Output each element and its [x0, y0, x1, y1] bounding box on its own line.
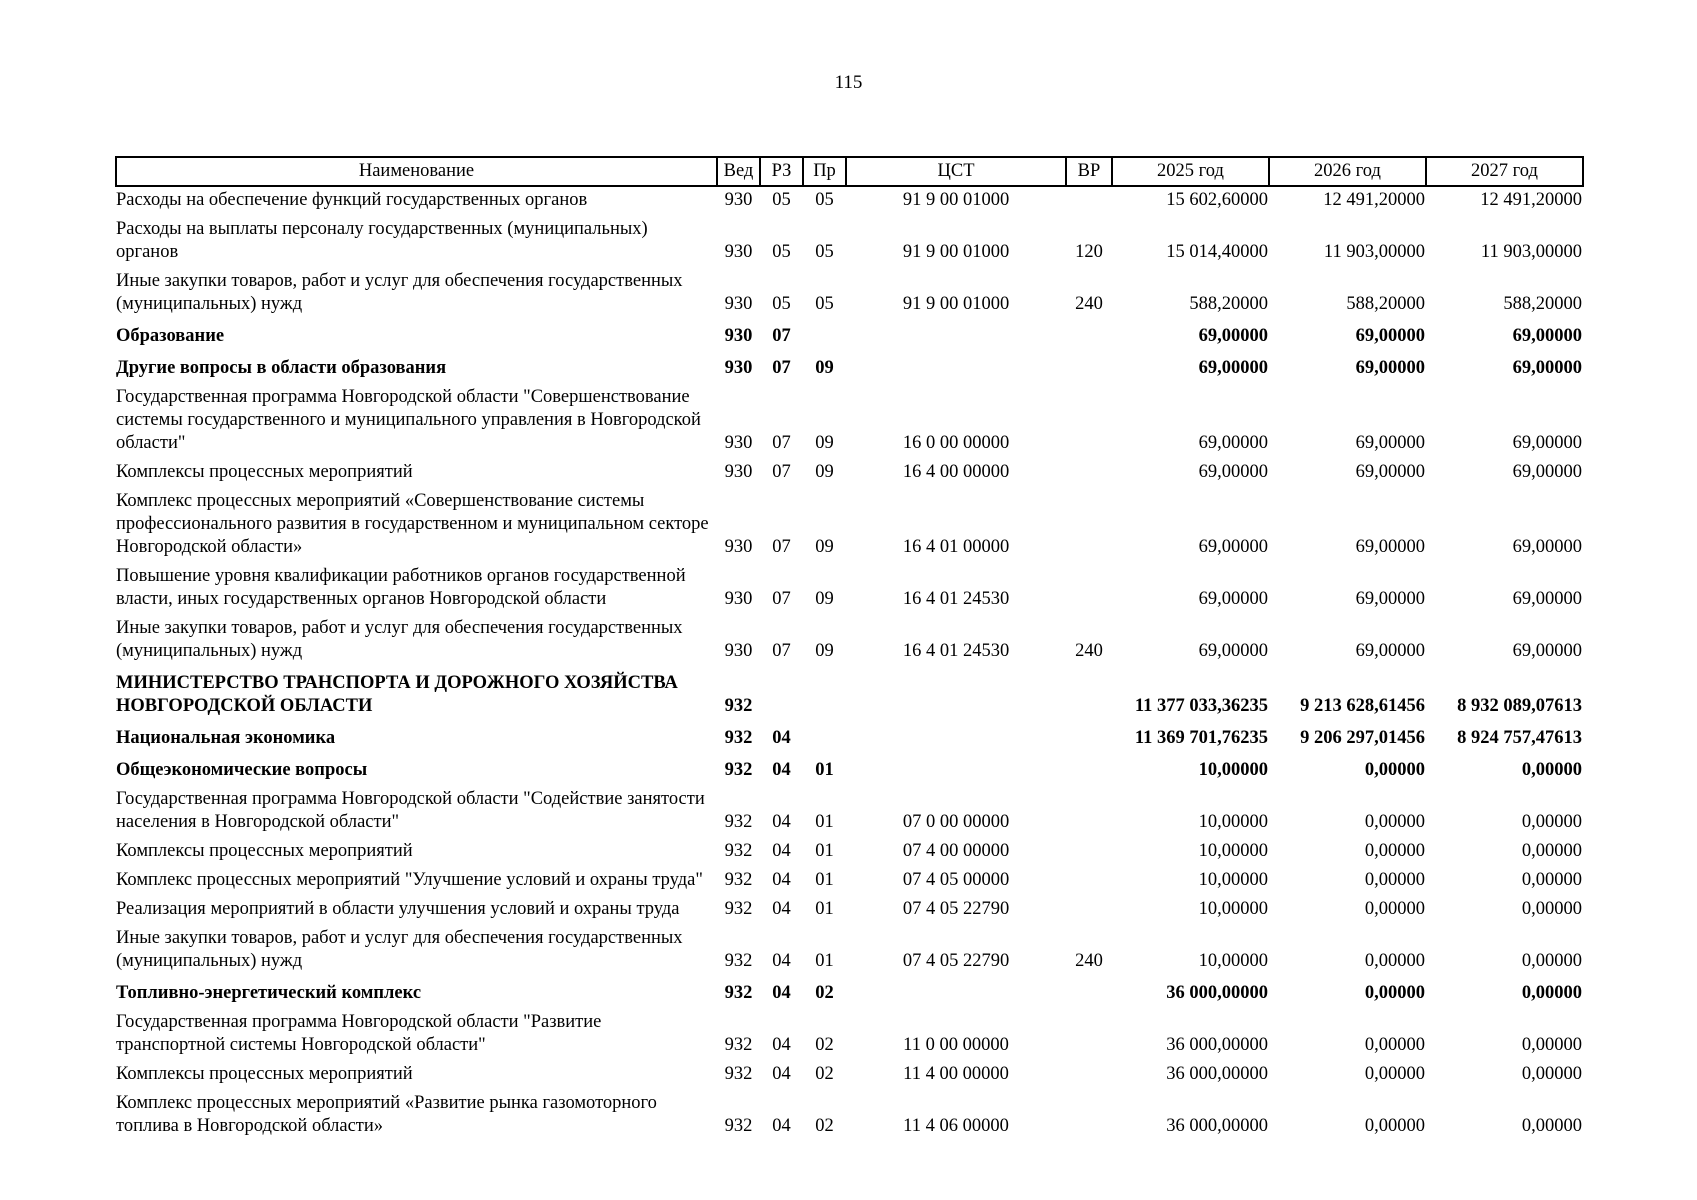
cell-cst — [846, 754, 1066, 786]
cell-name: Национальная экономика — [116, 728, 336, 748]
cell-2027: 69,00000 — [1512, 358, 1582, 378]
cell-vr — [1066, 896, 1112, 925]
cell-rz: 04 — [772, 728, 791, 748]
cell-2026: 0,00000 — [1364, 1116, 1425, 1136]
cell-pr: 02 — [815, 983, 834, 1003]
cell-name: Комплексы процессных мероприятий — [116, 462, 413, 482]
cell-rz: 07 — [772, 641, 791, 661]
cell-name: Государственная программа Новгородской области "Совершенствование системы государственного и муниципального управления в Новгородской области" — [116, 387, 701, 453]
cell-rz: 04 — [772, 951, 791, 971]
cell-2025: 10,00000 — [1198, 899, 1268, 919]
cell-ved: 932 — [724, 1064, 753, 1084]
cell-name: Комплекс процессных мероприятий «Развитие рынка газомоторного топлива в Новгородской области» — [116, 1093, 657, 1136]
cell-rz: 07 — [772, 433, 791, 453]
cell-ved: 930 — [724, 589, 753, 609]
cell-name: Иные закупки товаров, работ и услуг для обеспечения государственных (муниципальных) нужд — [116, 271, 683, 314]
cell-ved: 930 — [724, 242, 753, 262]
header-2026: 2026 год — [1269, 157, 1426, 186]
cell-pr: 09 — [815, 641, 834, 661]
cell-pr: 02 — [815, 1064, 834, 1084]
cell-2025: 36 000,00000 — [1166, 1035, 1268, 1055]
header-vr: ВР — [1066, 157, 1112, 186]
cell-rz: 05 — [772, 242, 791, 262]
cell-2027: 0,00000 — [1521, 870, 1582, 890]
cell-cst: 11 4 00 00000 — [903, 1064, 1009, 1084]
cell-cst: 91 9 00 01000 — [902, 242, 1010, 262]
cell-vr — [1066, 838, 1112, 867]
cell-2026: 69,00000 — [1355, 537, 1425, 557]
cell-pr: 02 — [815, 1116, 834, 1136]
cell-cst — [846, 722, 1066, 754]
table-row — [116, 320, 1583, 352]
cell-ved: 930 — [724, 537, 753, 557]
cell-name: Образование — [116, 326, 225, 346]
cell-rz: 04 — [772, 1064, 791, 1084]
cell-2027: 0,00000 — [1521, 951, 1582, 971]
cell-2027: 0,00000 — [1521, 841, 1582, 861]
table-row — [116, 977, 1583, 1009]
cell-2026: 0,00000 — [1364, 1064, 1425, 1084]
cell-rz: 07 — [772, 537, 791, 557]
cell-cst: 07 0 00 00000 — [902, 812, 1010, 832]
cell-cst: 16 4 01 00000 — [902, 537, 1010, 557]
cell-vr — [1066, 488, 1112, 563]
cell-2025: 69,00000 — [1198, 589, 1268, 609]
cell-2026: 0,00000 — [1364, 983, 1425, 1003]
cell-2027: 11 903,00000 — [1480, 242, 1582, 262]
header-pr: Пр — [803, 157, 846, 186]
cell-2025: 36 000,00000 — [1166, 983, 1268, 1003]
cell-pr: 09 — [815, 462, 834, 482]
cell-2027: 69,00000 — [1512, 537, 1582, 557]
cell-rz: 05 — [772, 190, 791, 210]
cell-ved: 932 — [724, 1035, 753, 1055]
cell-pr: 01 — [815, 812, 834, 832]
cell-2026: 0,00000 — [1364, 812, 1425, 832]
cell-2026: 69,00000 — [1355, 326, 1425, 346]
cell-name: Топливно-энергетический комплекс — [116, 983, 422, 1003]
header-ved: Вед — [717, 157, 760, 186]
cell-ved: 932 — [724, 760, 753, 780]
cell-vr — [1066, 563, 1112, 615]
cell-2026: 9 213 628,61456 — [1300, 696, 1425, 716]
cell-2025: 69,00000 — [1198, 462, 1268, 482]
cell-vr: 240 — [1075, 641, 1103, 661]
cell-2026: 0,00000 — [1364, 1035, 1425, 1055]
table-row — [116, 722, 1583, 754]
cell-name: Комплексы процессных мероприятий — [116, 1064, 413, 1084]
cell-2027: 8 932 089,07613 — [1457, 696, 1582, 716]
cell-name: Комплекс процессных мероприятий "Улучшение условий и охраны труда" — [116, 870, 703, 890]
cell-2026: 0,00000 — [1364, 899, 1425, 919]
cell-pr: 01 — [815, 951, 834, 971]
cell-2026: 69,00000 — [1355, 589, 1425, 609]
cell-2026: 0,00000 — [1364, 841, 1425, 861]
cell-cst: 16 0 00 00000 — [902, 433, 1010, 453]
table-row — [116, 563, 1583, 615]
cell-2027: 0,00000 — [1521, 1035, 1582, 1055]
cell-cst: 07 4 05 22790 — [902, 899, 1010, 919]
cell-cst — [846, 320, 1066, 352]
cell-2025: 10,00000 — [1198, 760, 1268, 780]
cell-pr: 05 — [815, 242, 834, 262]
cell-name: Государственная программа Новгородской области "Развитие транспортной системы Новгородской области" — [116, 1012, 602, 1055]
header-name: Наименование — [116, 157, 717, 186]
cell-name: Расходы на выплаты персоналу государственных (муниципальных) органов — [116, 219, 648, 262]
cell-2027: 0,00000 — [1521, 760, 1582, 780]
table-row — [116, 667, 1583, 722]
table-row — [116, 186, 1583, 216]
cell-name: Комплексы процессных мероприятий — [116, 841, 413, 861]
cell-ved: 932 — [724, 983, 753, 1003]
cell-ved: 932 — [724, 1116, 753, 1136]
cell-2027: 588,20000 — [1503, 294, 1582, 314]
cell-2027: 8 924 757,47613 — [1457, 728, 1582, 748]
cell-2025: 36 000,00000 — [1166, 1116, 1268, 1136]
cell-name: Общеэкономические вопросы — [116, 760, 368, 780]
cell-2025: 69,00000 — [1198, 358, 1268, 378]
cell-2027: 69,00000 — [1512, 433, 1582, 453]
cell-2027: 0,00000 — [1521, 1064, 1582, 1084]
table-row — [116, 216, 1583, 268]
cell-pr: 09 — [815, 358, 834, 378]
cell-ved: 930 — [724, 190, 753, 210]
cell-cst: 16 4 00 00000 — [902, 462, 1010, 482]
cell-2026: 69,00000 — [1355, 433, 1425, 453]
cell-ved: 932 — [724, 870, 753, 890]
cell-2025: 15 602,60000 — [1166, 190, 1268, 210]
cell-2026: 69,00000 — [1355, 358, 1425, 378]
cell-cst: 07 4 05 00000 — [902, 870, 1010, 890]
cell-ved: 932 — [724, 951, 753, 971]
cell-name: МИНИСТЕРСТВО ТРАНСПОРТА И ДОРОЖНОГО ХОЗЯЙСТВА НОВГОРОДСКОЙ ОБЛАСТИ — [116, 673, 678, 716]
cell-ved: 930 — [724, 294, 753, 314]
cell-ved: 930 — [724, 433, 753, 453]
cell-rz: 04 — [772, 812, 791, 832]
cell-2027: 69,00000 — [1512, 326, 1582, 346]
page-number: 115 — [834, 72, 863, 93]
cell-2025: 15 014,40000 — [1166, 242, 1268, 262]
cell-cst: 91 9 00 01000 — [902, 294, 1010, 314]
cell-rz: 04 — [772, 870, 791, 890]
cell-rz: 07 — [772, 326, 791, 346]
cell-vr — [1066, 459, 1112, 488]
cell-rz: 04 — [772, 1116, 791, 1136]
cell-2027: 0,00000 — [1521, 899, 1582, 919]
cell-vr — [1066, 754, 1112, 786]
table-row — [116, 1061, 1583, 1090]
cell-2025: 588,20000 — [1189, 294, 1268, 314]
cell-name: Расходы на обеспечение функций государственных органов — [116, 190, 588, 210]
cell-ved: 930 — [724, 358, 753, 378]
cell-ved: 930 — [724, 462, 753, 482]
cell-2026: 9 206 297,01456 — [1300, 728, 1425, 748]
cell-2025: 69,00000 — [1198, 326, 1268, 346]
table-row — [116, 786, 1583, 838]
cell-2026: 588,20000 — [1346, 294, 1425, 314]
cell-2027: 0,00000 — [1521, 1116, 1582, 1136]
cell-vr — [1066, 786, 1112, 838]
cell-vr: 240 — [1075, 951, 1103, 971]
cell-vr — [1066, 384, 1112, 459]
cell-2026: 69,00000 — [1355, 462, 1425, 482]
table-row — [116, 1009, 1583, 1061]
cell-2026: 0,00000 — [1364, 760, 1425, 780]
table-row — [116, 867, 1583, 896]
table-row — [116, 488, 1583, 563]
header-2027: 2027 год — [1426, 157, 1583, 186]
cell-cst: 07 4 05 22790 — [902, 951, 1010, 971]
cell-rz: 04 — [772, 760, 791, 780]
cell-ved: 932 — [724, 841, 753, 861]
cell-cst — [846, 977, 1066, 1009]
cell-2025: 10,00000 — [1198, 812, 1268, 832]
table-row — [116, 615, 1583, 667]
cell-2025: 69,00000 — [1198, 537, 1268, 557]
cell-rz: 07 — [772, 358, 791, 378]
cell-ved: 930 — [724, 641, 753, 661]
cell-rz: 07 — [772, 589, 791, 609]
header-2025: 2025 год — [1112, 157, 1269, 186]
cell-name: Государственная программа Новгородской области "Содействие занятости населения в Новгородской области" — [116, 789, 705, 832]
cell-vr — [1066, 977, 1112, 1009]
header-cst: ЦСТ — [846, 157, 1066, 186]
cell-pr: 01 — [815, 899, 834, 919]
cell-ved: 932 — [724, 728, 753, 748]
cell-cst: 16 4 01 24530 — [902, 641, 1010, 661]
cell-name: Иные закупки товаров, работ и услуг для обеспечения государственных (муниципальных) нужд — [116, 618, 683, 661]
table-row — [116, 754, 1583, 786]
cell-pr: 05 — [815, 190, 834, 210]
cell-cst: 11 4 06 00000 — [903, 1116, 1009, 1136]
cell-2025: 10,00000 — [1198, 841, 1268, 861]
cell-vr — [1066, 1009, 1112, 1061]
cell-cst — [846, 667, 1066, 722]
cell-2025: 10,00000 — [1198, 870, 1268, 890]
cell-2025: 69,00000 — [1198, 433, 1268, 453]
cell-cst: 16 4 01 24530 — [902, 589, 1010, 609]
cell-2027: 69,00000 — [1512, 641, 1582, 661]
table-row — [116, 838, 1583, 867]
cell-pr: 09 — [815, 537, 834, 557]
cell-2027: 69,00000 — [1512, 462, 1582, 482]
cell-2026: 0,00000 — [1364, 870, 1425, 890]
table-row — [116, 268, 1583, 320]
table-body — [116, 186, 1583, 1142]
table-row — [116, 384, 1583, 459]
cell-cst: 91 9 00 01000 — [902, 190, 1010, 210]
cell-ved: 932 — [724, 696, 753, 716]
cell-vr — [1066, 667, 1112, 722]
table-row — [116, 459, 1583, 488]
header-rz: РЗ — [760, 157, 803, 186]
cell-cst — [846, 352, 1066, 384]
cell-vr — [1066, 1061, 1112, 1090]
cell-cst: 11 0 00 00000 — [903, 1035, 1009, 1055]
cell-2025: 10,00000 — [1198, 951, 1268, 971]
cell-pr: 09 — [815, 433, 834, 453]
cell-ved: 932 — [724, 899, 753, 919]
cell-vr — [1066, 352, 1112, 384]
cell-2026: 69,00000 — [1355, 641, 1425, 661]
cell-name: Реализация мероприятий в области улучшения условий и охраны труда — [116, 899, 680, 919]
cell-pr: 09 — [815, 589, 834, 609]
budget-table — [115, 156, 1584, 1142]
cell-rz: 07 — [772, 462, 791, 482]
cell-name: Другие вопросы в области образования — [116, 358, 447, 378]
cell-cst: 07 4 00 00000 — [902, 841, 1010, 861]
table-row — [116, 352, 1583, 384]
cell-pr: 01 — [815, 760, 834, 780]
table-row — [116, 896, 1583, 925]
cell-2027: 12 491,20000 — [1480, 190, 1582, 210]
cell-pr — [803, 667, 846, 722]
cell-ved: 930 — [724, 326, 753, 346]
cell-2025: 69,00000 — [1198, 641, 1268, 661]
cell-2025: 11 369 701,76235 — [1134, 728, 1268, 748]
cell-2027: 69,00000 — [1512, 589, 1582, 609]
cell-pr: 01 — [815, 841, 834, 861]
cell-ved: 932 — [724, 812, 753, 832]
cell-vr — [1066, 320, 1112, 352]
table-row — [116, 925, 1583, 977]
cell-2025: 36 000,00000 — [1166, 1064, 1268, 1084]
cell-rz: 04 — [772, 1035, 791, 1055]
cell-2026: 11 903,00000 — [1323, 242, 1425, 262]
cell-pr: 01 — [815, 870, 834, 890]
cell-vr — [1066, 186, 1112, 216]
table-header — [116, 157, 1583, 186]
cell-pr: 02 — [815, 1035, 834, 1055]
cell-name: Повышение уровня квалификации работников органов государственной власти, иных государственных органов Новгородской области — [116, 566, 686, 609]
cell-rz: 05 — [772, 294, 791, 314]
header-row — [116, 157, 1583, 186]
cell-pr — [803, 722, 846, 754]
cell-2026: 0,00000 — [1364, 951, 1425, 971]
cell-rz: 04 — [772, 841, 791, 861]
cell-vr — [1066, 1090, 1112, 1142]
cell-vr — [1066, 867, 1112, 896]
table-row — [116, 1090, 1583, 1142]
cell-2027: 0,00000 — [1521, 983, 1582, 1003]
cell-rz — [760, 667, 803, 722]
cell-rz: 04 — [772, 983, 791, 1003]
cell-name: Иные закупки товаров, работ и услуг для обеспечения государственных (муниципальных) нужд — [116, 928, 683, 971]
cell-vr — [1066, 722, 1112, 754]
cell-2027: 0,00000 — [1521, 812, 1582, 832]
cell-2026: 12 491,20000 — [1323, 190, 1425, 210]
cell-vr: 240 — [1075, 294, 1103, 314]
cell-vr: 120 — [1075, 242, 1103, 262]
cell-pr — [803, 320, 846, 352]
cell-2025: 11 377 033,36235 — [1134, 696, 1268, 716]
cell-rz: 04 — [772, 899, 791, 919]
cell-name: Комплекс процессных мероприятий «Совершенствование системы профессионального развития в государственном и муниципальном секторе Новгородской области» — [116, 491, 709, 557]
cell-pr: 05 — [815, 294, 834, 314]
